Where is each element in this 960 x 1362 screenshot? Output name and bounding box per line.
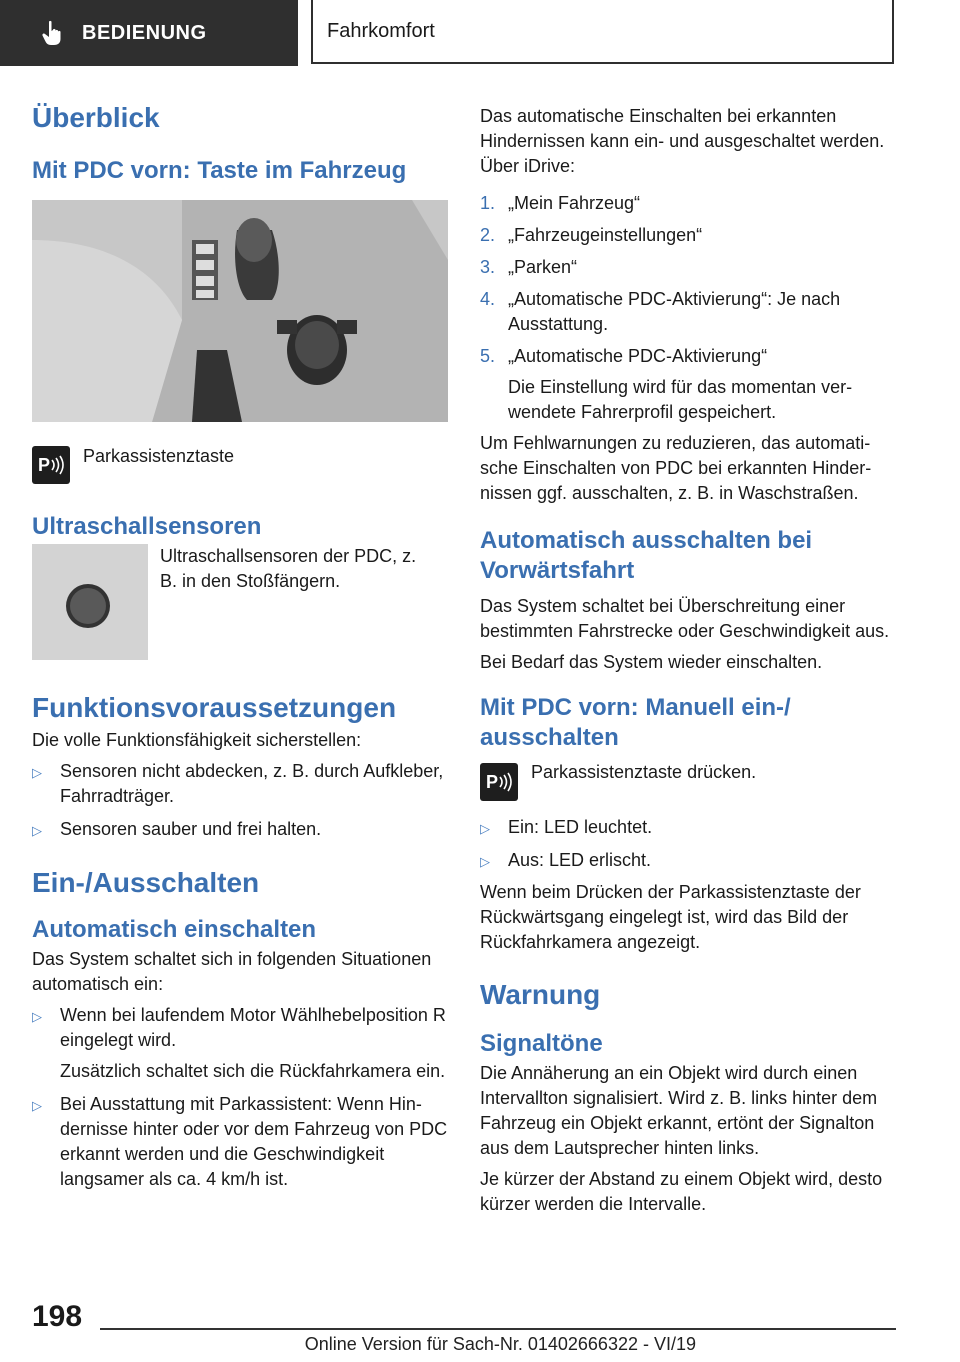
manual-button-text: Parkassistenztaste drücken. — [531, 762, 757, 782]
bullet-triangle-icon: ▷ — [480, 821, 490, 836]
list-item: ▷ Bei Ausstattung mit Parkassistent: Wenn Hindernisse hinter oder vor dem Fahrzeug von PDC erkannt werden und die Geschwindigkeit langsamer als ca. 4 km/h ist. — [32, 1092, 448, 1192]
auto-off-text: Das System schaltet bei Überschreitung einer bestimmten Fahrstrecke oder Geschwindigkeit aus. — [480, 596, 890, 641]
parking-assist-caption: Parkassistenztaste — [83, 446, 235, 466]
heading-on-off: Ein-/Ausschalten — [32, 867, 260, 898]
list-item: ▷ Sensoren sauber und frei halten. — [32, 817, 448, 843]
parking-assist-button-row — [32, 446, 448, 484]
auto-off-text-2: Bei Bedarf das System wieder einschalten. — [480, 652, 823, 672]
left-column — [32, 100, 448, 1192]
list-item: ▷ Aus: LED erlischt. — [480, 848, 896, 874]
manual-list — [480, 815, 896, 874]
page-header — [0, 0, 896, 66]
bullet-triangle-icon: ▷ — [32, 823, 42, 838]
bullet-triangle-icon: ▷ — [480, 854, 490, 869]
list-item: 4. „Automatische PDC-Aktivierung“: Je nach Ausstattung. — [480, 289, 841, 334]
parking-assist-icon — [480, 763, 518, 801]
list-item: 3. „Parken“ — [480, 257, 578, 277]
heading-signal-tones: Signaltöne — [480, 1030, 603, 1057]
parking-assist-icon — [32, 446, 70, 484]
sensor-description: Ultraschallsensoren der PDC, z. B. in den Stoßfängern. — [160, 546, 417, 591]
intro-text: Das automatische Einschalten bei erkannten Hindernissen kann ein- und ausgeschaltet werden. Über iDrive: — [480, 106, 885, 176]
heading-warning: Warnung — [480, 979, 601, 1010]
footer-divider — [100, 1328, 896, 1330]
list-item: ▷ Sensoren nicht abdecken, z. B. durch Aufkleber, Fahrradträger. — [32, 759, 448, 809]
list-item: 5. „Automatische PDC-Aktivierung“ Die Einstellung wird für das momentan verwendete Fahrerprofil gespeichert. — [480, 346, 853, 422]
signals-text-2: Je kürzer der Abstand zu einem Objekt wird, desto kürzer werden die Intervalle. — [480, 1169, 883, 1214]
section-tab — [0, 0, 298, 66]
chapter-tab — [311, 0, 894, 64]
manual-note: Wenn beim Drücken der Parkassistenztaste der Rückwärtsgang eingelegt ist, wird das Bild der Rückfahrkamera angezeigt. — [480, 882, 861, 952]
hand-touch-icon — [38, 18, 68, 48]
heading-function-requirements: Funktionsvoraussetzungen — [32, 692, 397, 723]
sensor-row — [32, 544, 448, 660]
heading-pdc-front-button: Mit PDC vorn: Taste im Fahrzeug — [32, 157, 407, 184]
online-version-note: Online Version für Sach-Nr. 01402666322 - VI/19 — [304, 1334, 696, 1354]
reduce-warnings-text: Um Fehlwarnungen zu reduzieren, das automatische Einschalten von PDC bei erkannten Hindernissen ggf. ausschalten, z. B. in Waschstraßen. — [480, 433, 872, 503]
function-list — [32, 759, 448, 843]
page-number: 198 — [32, 1300, 83, 1333]
idrive-steps — [480, 191, 896, 425]
list-item: 1. „Mein Fahrzeug“ — [480, 193, 641, 213]
chapter-label: Fahrkomfort — [327, 19, 435, 42]
heading-auto-on: Automatisch einschalten — [32, 916, 317, 943]
svg-text:P: P — [38, 455, 51, 475]
signals-text: Die Annäherung an ein Objekt wird durch einen Intervallton signalisiert. Wird z. B. links hinter dem Fahrzeug ein Objekt erkannt, ertönt der Signalton aus dem Lautsprecher hinten links. — [480, 1063, 878, 1158]
list-item: ▷ Wenn bei laufendem Motor Wählhebelposition R eingelegt wird. Zusätzlich schaltet sich die Rückfahrkamera ein. — [32, 1003, 448, 1084]
bullet-triangle-icon: ▷ — [32, 1009, 42, 1024]
heading-ultrasonic-sensors: Ultraschallsensoren — [32, 513, 262, 540]
section-label: BEDIENUNG — [82, 21, 207, 44]
sensor-image — [32, 544, 148, 660]
auto-on-intro: Das System schaltet sich in folgenden Situationen automatisch ein: — [32, 949, 432, 994]
heading-overview: Überblick — [32, 102, 160, 133]
svg-text:P: P — [486, 772, 499, 792]
manual-button-row — [480, 763, 896, 801]
list-item: ▷ Ein: LED leuchtet. — [480, 815, 896, 841]
bullet-triangle-icon: ▷ — [32, 1098, 42, 1113]
list-item: 2. „Fahrzeugeinstellungen“ — [480, 225, 703, 245]
right-column — [480, 104, 896, 1217]
heading-manual-on-off: Mit PDC vorn: Manuell ein-/ ausschalten — [480, 694, 791, 751]
heading-auto-off: Automatisch ausschalten bei Vorwärtsfahrt — [480, 527, 813, 584]
auto-on-list — [32, 1003, 448, 1192]
console-illustration — [32, 200, 448, 422]
function-intro: Die volle Funktionsfähigkeit sicherstellen: — [32, 730, 362, 750]
bullet-triangle-icon: ▷ — [32, 765, 42, 780]
console-photo — [32, 200, 448, 422]
